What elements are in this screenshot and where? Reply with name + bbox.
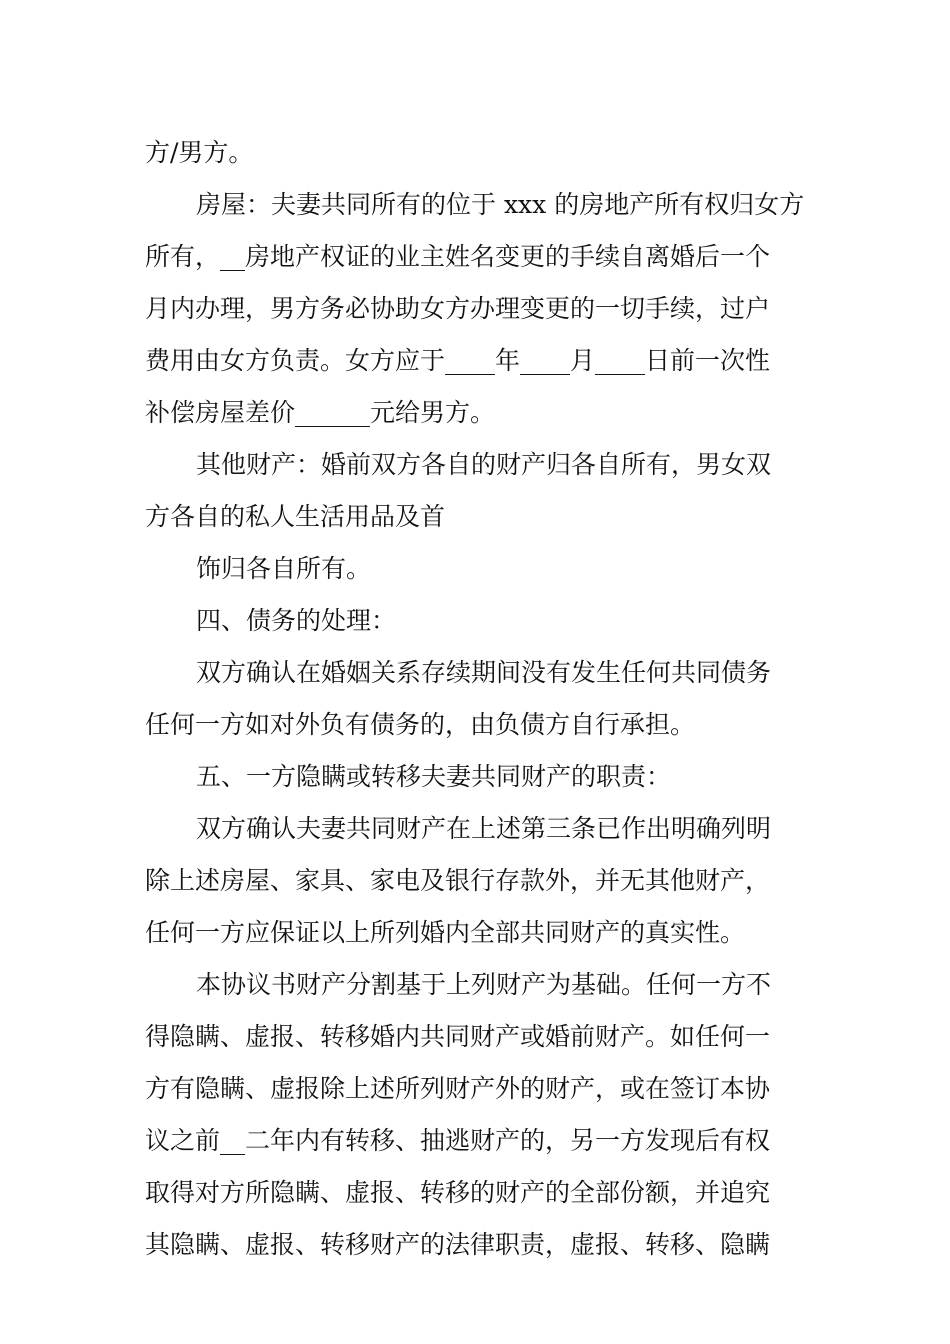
- text-line: 得隐瞒、虚报、转移婚内共同财产或婚前财产。如任何一: [145, 1022, 771, 1051]
- text-line: 方有隐瞒、虚报除上述所列财产外的财产，或在签订本协: [145, 1074, 771, 1103]
- text-line: 其隐瞒、虚报、转移财产的法律职责，虚报、转移、隐瞒: [145, 1230, 771, 1259]
- document-body: [145, 127, 810, 1271]
- text-line: 房屋：夫妻共同所有的位于 xxx 的房地产所有权归女方: [196, 190, 805, 219]
- section-heading: 四、债务的处理：: [196, 606, 397, 635]
- text-line: 取得对方所隐瞒、虚报、转移的财产的全部份额，并追究: [145, 1178, 771, 1207]
- section-heading: 五、一方隐瞒或转移夫妻共同财产的职责：: [196, 762, 672, 791]
- text-line: 饰归各自所有。: [196, 554, 372, 583]
- text-line: 补偿房屋差价______元给男方。: [145, 398, 496, 427]
- text-line: 其他财产：婚前双方各自的财产归各自所有，男女双: [196, 450, 772, 479]
- text-line: 任何一方应保证以上所列婚内全部共同财产的真实性。: [145, 918, 746, 947]
- text-line: 双方确认夫妻共同财产在上述第三条已作出明确列明: [196, 814, 772, 843]
- text-line: 本协议书财产分割基于上列财产为基础。任何一方不: [196, 970, 772, 999]
- text-line: 所有，__房地产权证的业主姓名变更的手续自离婚后一个: [145, 242, 771, 271]
- text-line: 双方确认在婚姻关系存续期间没有发生任何共同债务: [196, 658, 772, 687]
- text-line: 方各自的私人生活用品及首: [145, 502, 446, 531]
- text-line: 除上述房屋、家具、家电及银行存款外，并无其他财产，: [145, 866, 771, 895]
- text-line: 费用由女方负责。女方应于____年____月____日前一次性: [145, 346, 771, 375]
- text-line: 月内办理，男方务必协助女方办理变更的一切手续，过户: [145, 294, 771, 323]
- text-line: 任何一方如对外负有债务的，由负债方自行承担。: [145, 710, 696, 739]
- text-line: 方/男方。: [145, 138, 254, 167]
- text-line: 议之前__二年内有转移、抽逃财产的，另一方发现后有权: [145, 1126, 771, 1155]
